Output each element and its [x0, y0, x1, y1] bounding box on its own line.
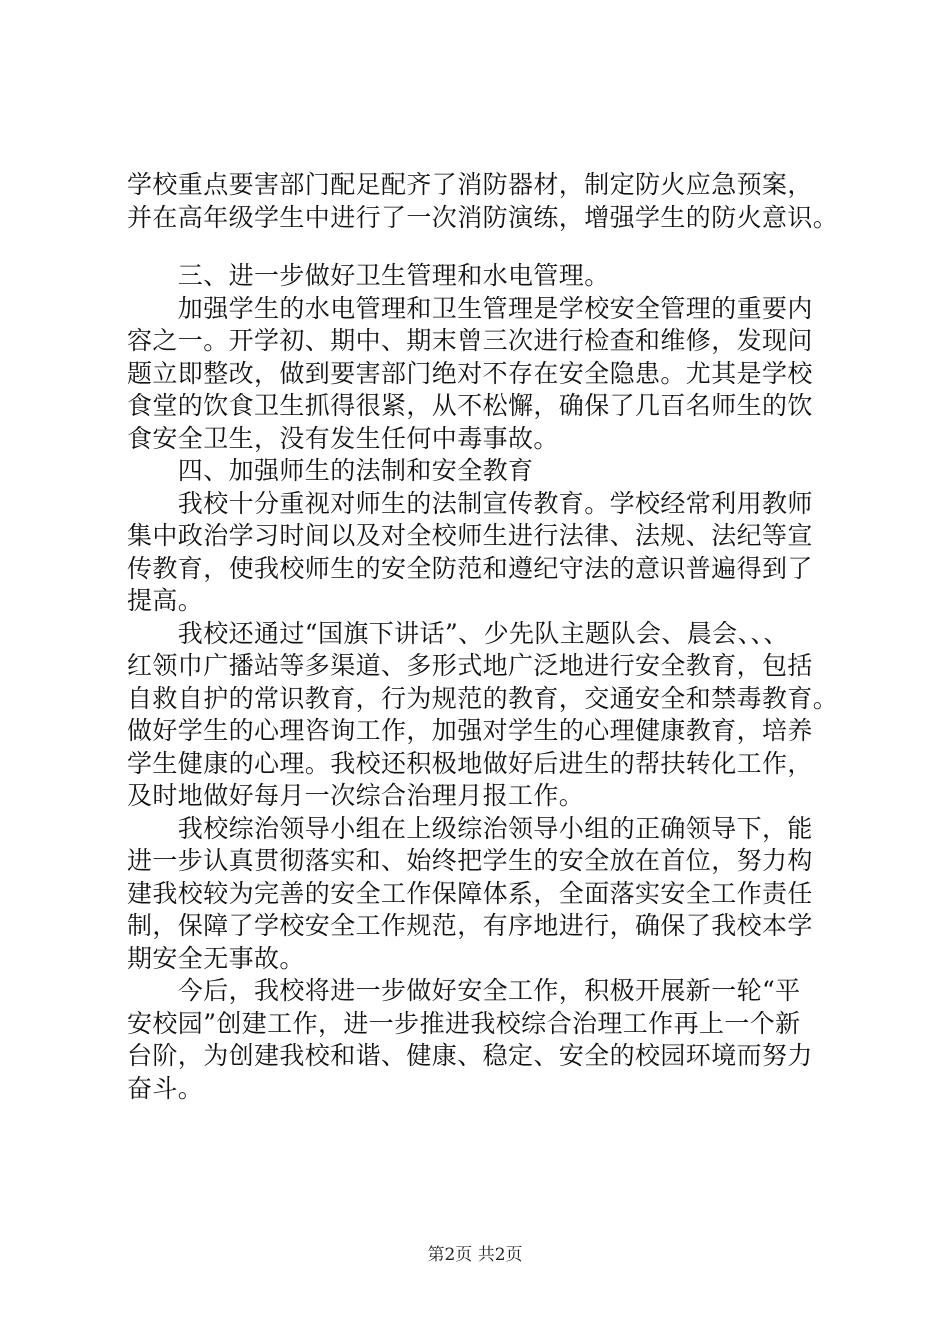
- text-line: 安校园”创建工作，进一步推进我校综合治理工作再上一个新: [127, 1008, 801, 1038]
- text-line: 做好学生的心理咨询工作，加强对学生的心理健康教育，培养: [127, 716, 813, 745]
- text-line: 我校还通过“国旗下讲话”、少先队主题队会、晨会、、、: [127, 618, 789, 648]
- text-line: 自救自护的常识教育，行为规范的教育，交通安全和禁毒教育。: [127, 683, 839, 713]
- main-text: [127, 260, 857, 1105]
- text-line: 传教育，使我校师生的安全防范和遵纪守法的意识普遍得到了: [127, 553, 813, 583]
- text-line: 我校十分重视对师生的法制宣传教育。学校经常利用教师: [127, 488, 813, 518]
- text-line: 期安全无事故。: [127, 943, 305, 973]
- section-heading-3: 三、进一步做好卫生管理和水电管理。: [127, 261, 610, 290]
- text-line: 制，保障了学校安全工作规范，有序地进行，确保了我校本学: [127, 911, 813, 940]
- text-line: 台阶，为创建我校和谐、健康、稳定、安全的校园环境而努力: [127, 1041, 813, 1070]
- text-line: 进一步认真贯彻落实和、始终把学生的安全放在首位，努力构: [127, 846, 813, 875]
- page-number: 第2页 共2页: [427, 1245, 523, 1265]
- text-line: 提高。: [127, 586, 204, 615]
- text-line: 题立即整改，做到要害部门绝对不存在安全隐患。尤其是学校: [127, 358, 813, 388]
- text-line: 今后，我校将进一步做好安全工作，积极开展新一轮“平: [127, 976, 801, 1005]
- text-line: 集中政治学习时间以及对全校师生进行法律、法规、法纪等宣: [127, 521, 813, 550]
- text-line: 食堂的饮食卫生抓得很紧，从不松懈，确保了几百名师生的饮: [127, 391, 813, 420]
- text-line: 学校重点要害部门配足配齐了消防器材，制定防火应急预案，: [127, 170, 813, 199]
- text-line: 学生健康的心理。我校还积极地做好后进生的帮扶转化工作，: [127, 748, 813, 778]
- text-line: 红领巾广播站等多渠道、多形式地广泛地进行安全教育，包括: [127, 651, 813, 680]
- text-line: 我校综治领导小组在上级综治领导小组的正确领导下，能: [127, 813, 813, 843]
- document-body: [127, 169, 857, 1105]
- text-line: 及时地做好每月一次综合治理月报工作。: [127, 781, 585, 810]
- text-line: 容之一。开学初、期中、期末曾三次进行检查和维修，发现问: [127, 326, 813, 355]
- section-heading-4: 四、加强师生的法制和安全教育: [127, 456, 534, 485]
- paragraph-gap: [127, 234, 857, 260]
- text-line: 并在高年级学生中进行了一次消防演练，增强学生的防火意识。: [127, 202, 839, 232]
- text-line: 加强学生的水电管理和卫生管理是学校安全管理的重要内: [127, 293, 813, 323]
- text-line: 建我校较为完善的安全工作保障体系，全面落实安全工作责任: [127, 878, 813, 908]
- text-line: 奋斗。: [127, 1073, 204, 1103]
- text-line: 食安全卫生，没有发生任何中毒事故。: [127, 423, 559, 453]
- paragraph-fire-safety: [127, 169, 857, 234]
